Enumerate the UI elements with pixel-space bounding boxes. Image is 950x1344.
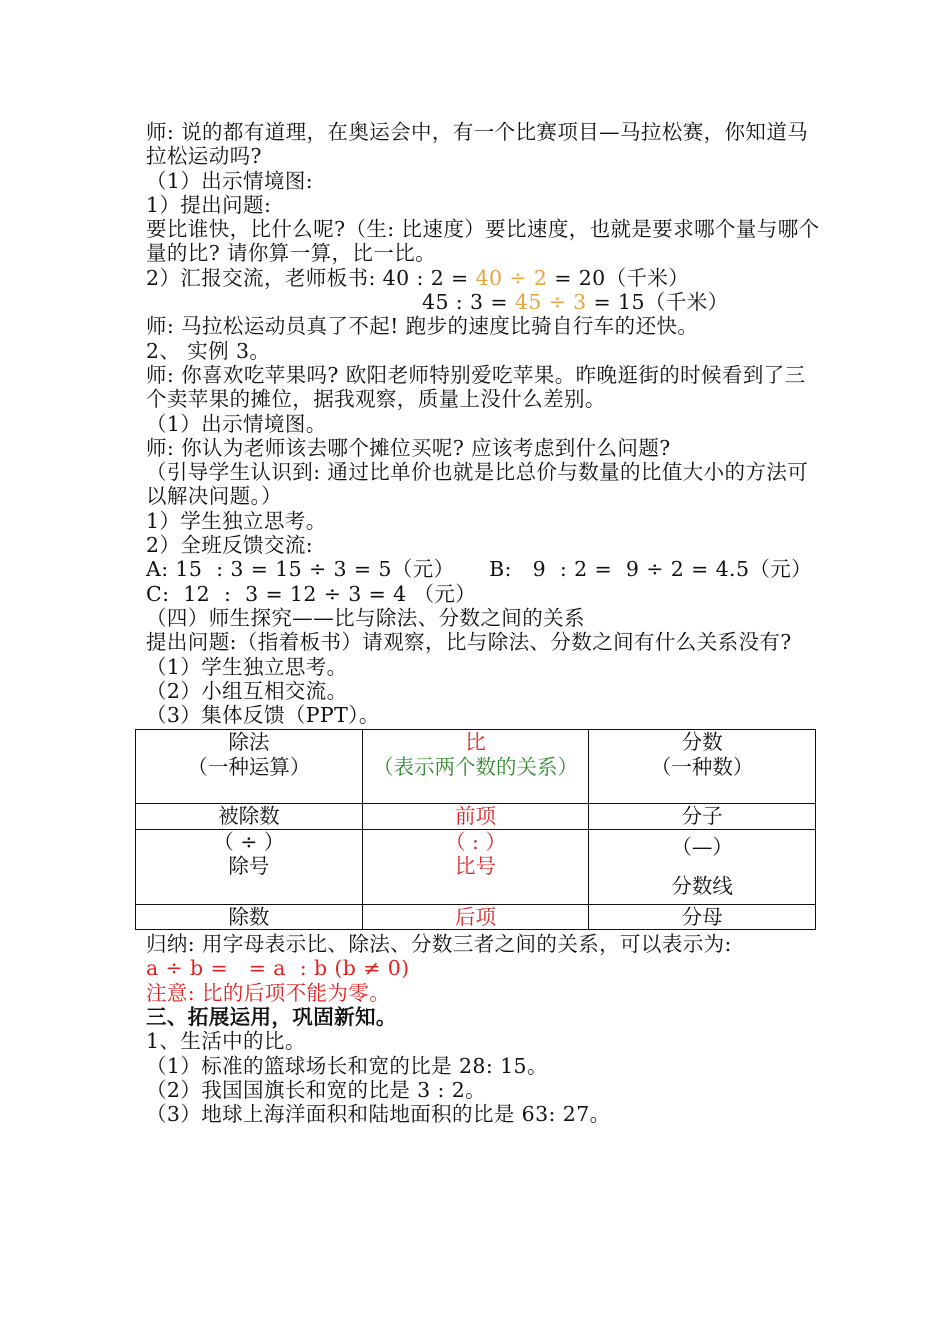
teacher-line-marathon: 师: 说的都有道理，在奥运会中，有一个比赛项目—马拉松赛，你知道马拉松运动吗? — [146, 120, 809, 169]
document-body — [146, 120, 826, 1126]
step-raise-question: 1）提出问题: — [146, 192, 272, 217]
teacher-line-runner: 师: 马拉松运动员真了不起! 跑步的速度比骑自行车的还快。 — [146, 314, 699, 339]
step-think: 1）学生独立思考。 — [146, 508, 327, 533]
division-highlight-1: 40 ÷ 2 — [475, 265, 548, 290]
example-earth: （3）地球上海洋面积和陆地面积的比是 63: 27。 — [146, 1102, 611, 1127]
step-2-discuss: （2）小组互相交流。 — [146, 678, 348, 703]
table-row — [136, 804, 816, 829]
table-row — [136, 829, 816, 904]
division-highlight-2: 45 ÷ 3 — [514, 290, 587, 315]
calc-c: C: 12 : 3 = 12 ÷ 3 = 4 （元） — [146, 581, 477, 606]
cell-text: 分数线 — [671, 873, 733, 898]
example-basketball: （1）标准的篮球场长和宽的比是 28: 15。 — [146, 1053, 548, 1078]
table-cell — [589, 829, 816, 904]
question-relation: 提出问题:（指着板书）请观察，比与除法、分数之间有什么关系没有? — [146, 630, 792, 655]
cell-text: （一种数） — [650, 754, 754, 779]
report-prefix: 2）汇报交流，老师板书: 40 : 2 = — [146, 265, 476, 290]
relation-table — [135, 729, 816, 930]
table-cell — [136, 829, 363, 904]
step-feedback: 2）全班反馈交流: — [146, 533, 314, 558]
teacher-line-apples: 师: 你喜欢吃苹果吗? 欧阳老师特别爱吃苹果。昨晚逛街的时候看到了三个卖苹果的摊位，据我观察，质量上没什么差别。 — [146, 362, 806, 412]
step-show-scene-2: （1）出示情境图。 — [146, 411, 327, 436]
calc-a-b: A: 15 : 3 = 15 ÷ 3 = 5（元） B: 9 : 2 = 9 ÷ 2 = 4.5（元） — [146, 557, 813, 582]
table-cell-fraction — [589, 730, 816, 804]
step-show-scene: （1）出示情境图: — [146, 168, 314, 193]
table-cell: 分子 — [589, 804, 816, 829]
table-cell: 除数 — [136, 904, 363, 929]
table-row — [136, 904, 816, 929]
cell-text: 除号 — [228, 854, 270, 879]
step-1-think: （1）学生独立思考。 — [146, 654, 348, 679]
example-flag: （2）我国国旗长和宽的比是 3 : 2。 — [146, 1077, 487, 1102]
example-3-heading: 2、 实例 3。 — [146, 338, 271, 363]
report-line-2 — [146, 290, 826, 314]
cell-text: （ : ） — [445, 829, 506, 854]
cell-text: （ ÷ ） — [213, 829, 285, 854]
life-ratios-heading: 1、生活中的比。 — [146, 1029, 306, 1054]
table-cell-ratio — [362, 730, 589, 804]
section-3-heading: 三、拓展运用，巩固新知。 — [146, 1004, 397, 1029]
report-ratio-2: 45 : 3 = — [422, 290, 515, 315]
attention-note: 注意: 比的后项不能为零。 — [146, 980, 391, 1005]
report-line-1 — [146, 266, 826, 290]
section-4-heading: （四）师生探究——比与除法、分数之间的关系 — [146, 605, 585, 630]
table-cell: 分母 — [589, 904, 816, 929]
guide-note: （引导学生认识到: 通过比单价也就是比总价与数量的比值大小的方法可以解决问题。） — [146, 460, 809, 509]
cell-text: 除法 — [228, 730, 270, 755]
question-speed: 要比谁快，比什么呢?（生: 比速度）要比速度，也就是要求哪个量与哪个量的比? 请你算一算，比一比。 — [146, 217, 820, 266]
table-row — [136, 730, 816, 804]
report-result-1: = 20（千米） — [547, 265, 690, 290]
cell-text: 比号 — [454, 854, 496, 879]
cell-text: 分数 — [681, 730, 723, 755]
formula-line: a ÷ b = = a : b (b ≠ 0) — [146, 956, 410, 981]
cell-text: （一种运算） — [187, 754, 311, 779]
table-cell: 被除数 — [136, 804, 363, 829]
table-cell — [362, 829, 589, 904]
teacher-line-which-stall: 师: 你认为老师该去哪个摊位买呢? 应该考虑到什么问题? — [146, 435, 671, 460]
table-cell: 前项 — [362, 804, 589, 829]
table-cell: 后项 — [362, 904, 589, 929]
cell-text: （—） — [671, 835, 733, 860]
step-3-feedback: （3）集体反馈（PPT）。 — [146, 703, 380, 728]
summary-line: 归纳: 用字母表示比、除法、分数三者之间的关系，可以表示为: — [146, 932, 732, 957]
cell-text: （表示两个数的关系） — [372, 754, 578, 779]
cell-text: 比 — [465, 730, 486, 755]
table-cell-division — [136, 730, 363, 804]
report-result-2: = 15（千米） — [586, 290, 729, 315]
